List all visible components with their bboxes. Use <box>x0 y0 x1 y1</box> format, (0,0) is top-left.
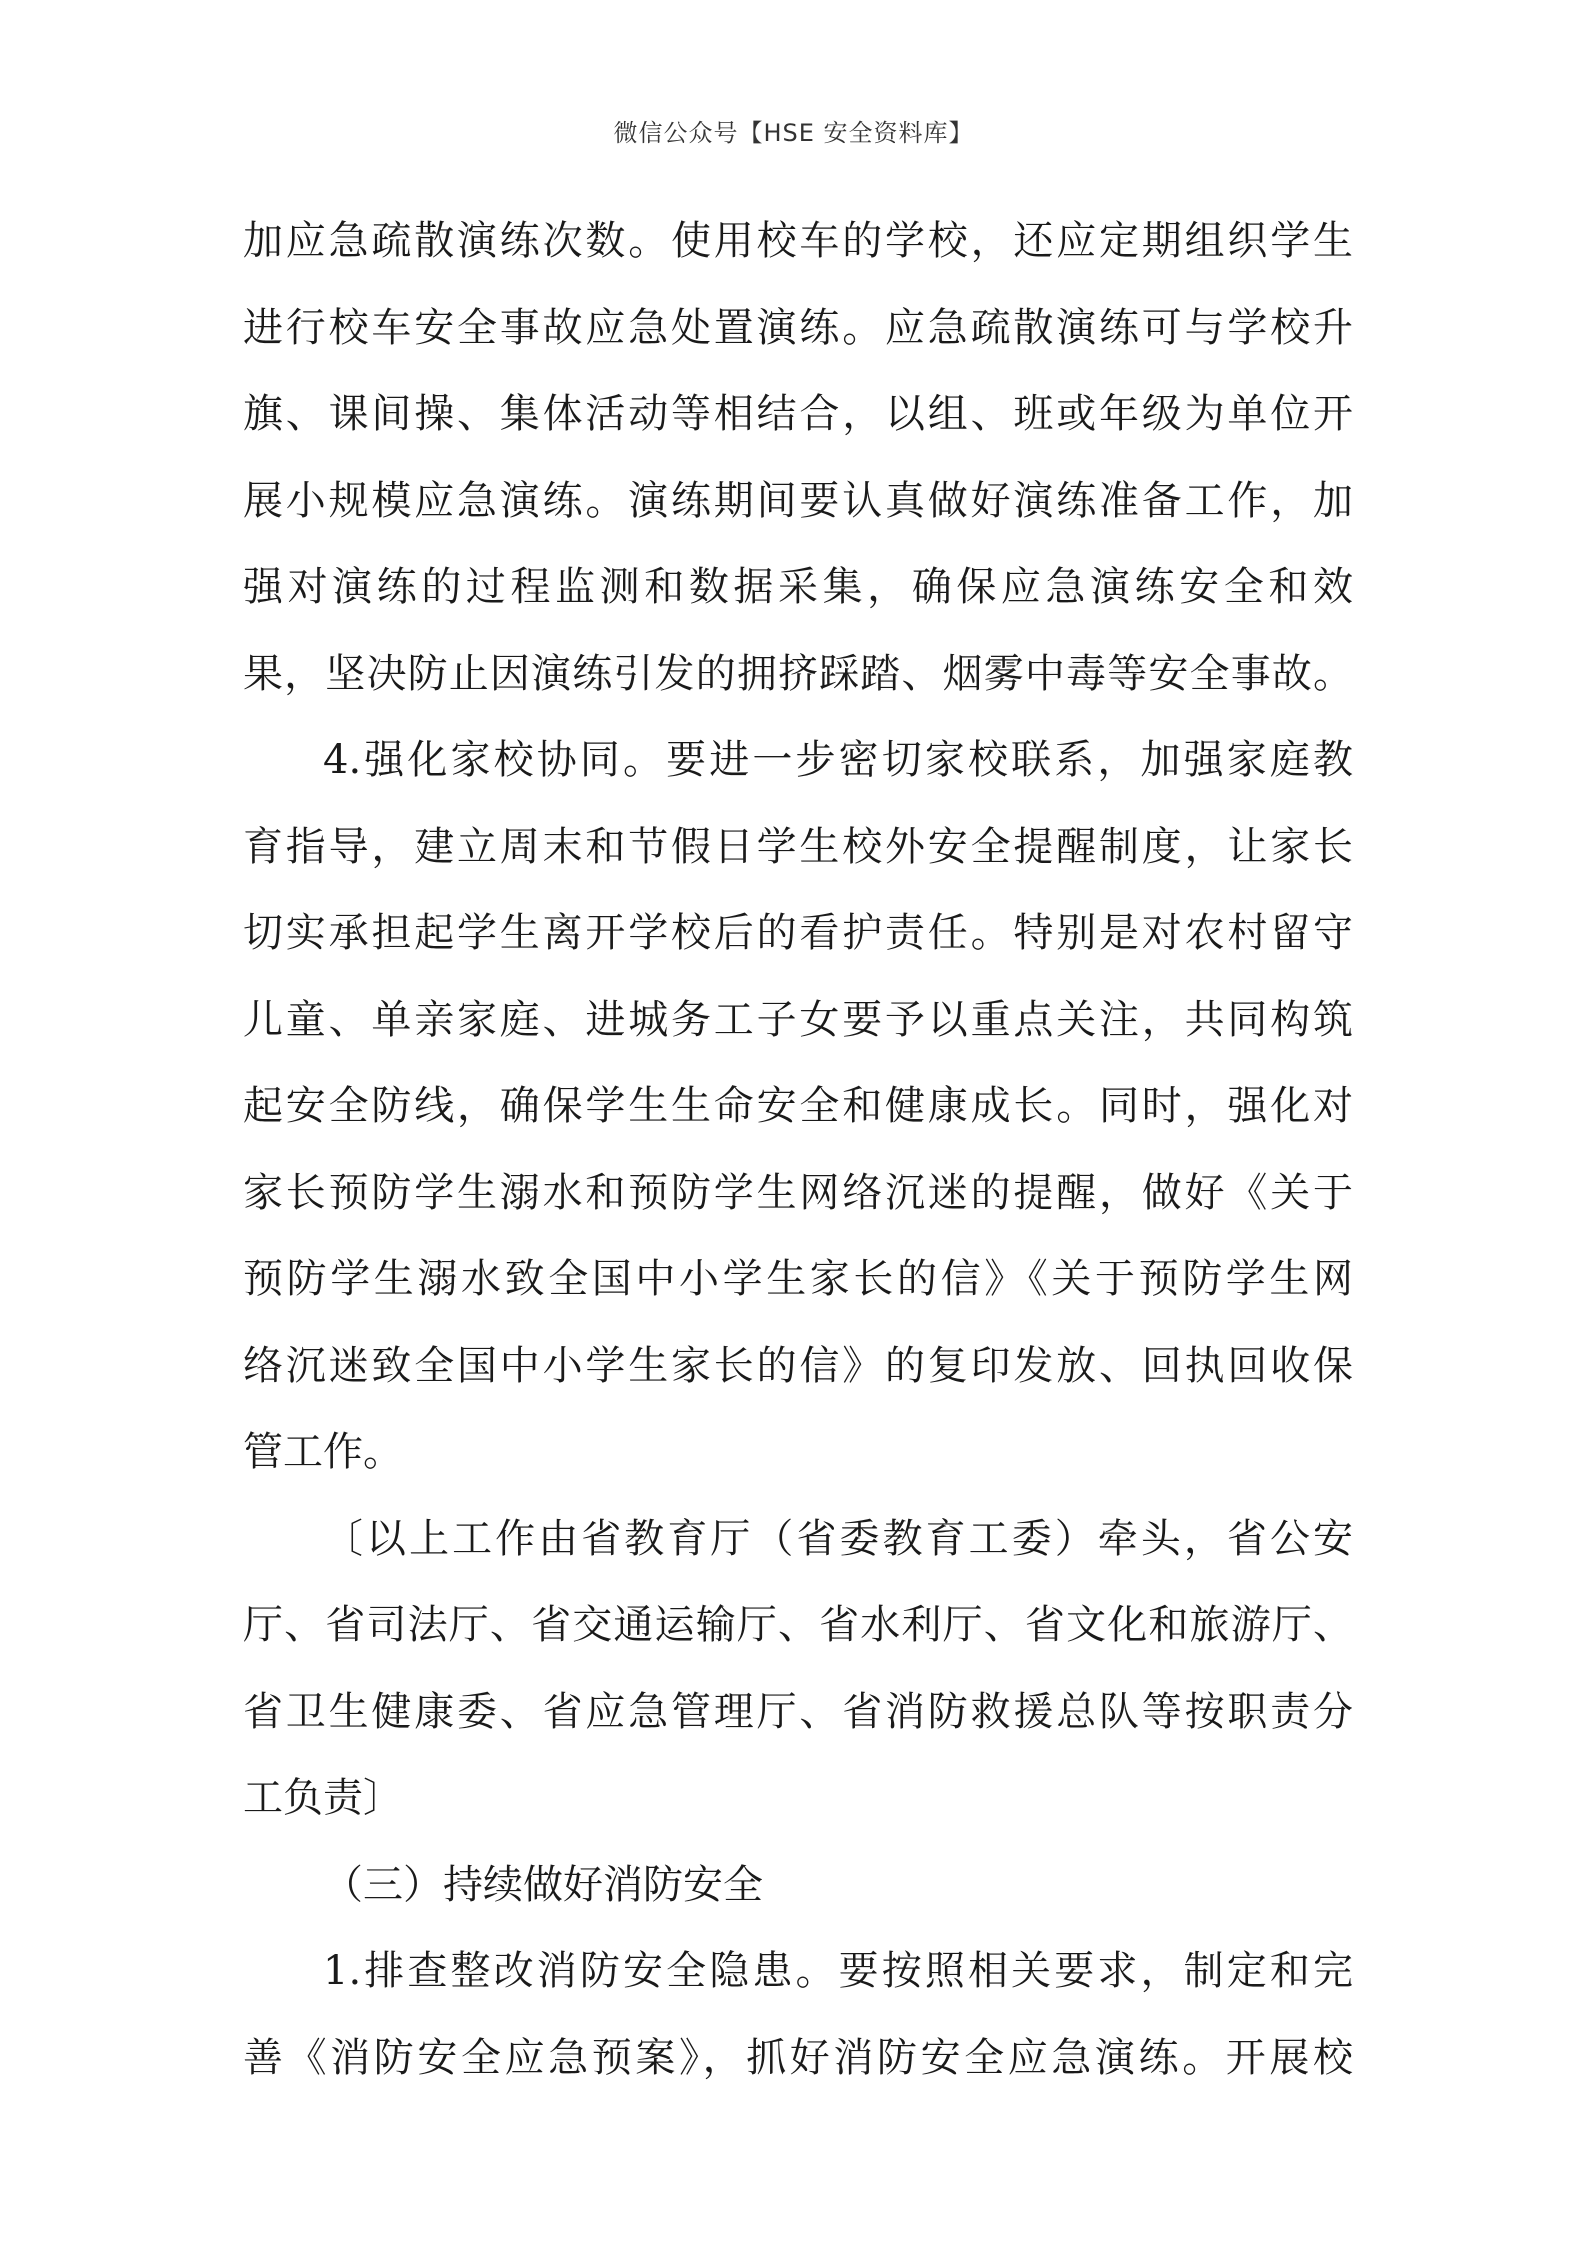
text-line: 1.排查整改消防安全隐患。要按照相关要求，制定和完 <box>323 1948 1353 1994</box>
text-line: 管工作。 <box>243 1429 403 1475</box>
text-line: 展小规模应急演练。演练期间要认真做好演练准备工作，加 <box>243 477 1353 524</box>
paragraph-drill-frequency <box>243 198 1353 717</box>
text-line: 4.强化家校协同。要进一步密切家校联系，加强家庭教 <box>323 737 1353 783</box>
paragraph-fire-hazard-inspection <box>243 1928 1353 2101</box>
paragraph-home-school-cooperation <box>243 717 1353 1496</box>
text-line: 育指导，建立周末和节假日学生校外安全提醒制度，让家长 <box>243 823 1353 870</box>
text-line: 起安全防线，确保学生生命安全和健康成长。同时，强化对 <box>243 1083 1353 1129</box>
text-line: 进行校车安全事故应急处置演练。应急疏散演练可与学校升 <box>243 304 1353 351</box>
text-line: 旗、课间操、集体活动等相结合，以组、班或年级为单位开 <box>243 391 1353 437</box>
text-line: 厅、省司法厅、省交通运输厅、省水利厅、省文化和旅游厅、 <box>243 1602 1353 1648</box>
page-header: 微信公众号【HSE 安全资料库】 <box>613 119 974 147</box>
text-line: 络沉迷致全国中小学生家长的信》的复印发放、回执回收保 <box>243 1342 1353 1389</box>
text-line: 省卫生健康委、省应急管理厅、省消防救援总队等按职责分 <box>243 1688 1353 1735</box>
text-line: 果，坚决防止因演练引发的拥挤踩踏、烟雾中毒等安全事故。 <box>243 650 1353 697</box>
text-line: 工负责〕 <box>243 1775 403 1821</box>
text-line: （三）持续做好消防安全 <box>323 1861 763 1908</box>
text-line: 预防学生溺水致全国中小学生家长的信》《关于预防学生网 <box>243 1256 1353 1302</box>
text-line: 儿童、单亲家庭、进城务工子女要予以重点关注，共同构筑 <box>243 996 1353 1043</box>
text-line: 善《消防安全应急预案》，抓好消防安全应急演练。开展校 <box>243 2034 1353 2081</box>
text-line: 家长预防学生溺水和预防学生网络沉迷的提醒，做好《关于 <box>243 1169 1353 1216</box>
text-line: 加应急疏散演练次数。使用校车的学校，还应定期组织学生 <box>243 218 1353 264</box>
document-body <box>243 198 1353 2101</box>
section-heading-fire-safety <box>243 1842 1353 1929</box>
paragraph-responsibility-note <box>243 1496 1353 1842</box>
text-line: 强对演练的过程监测和数据采集，确保应急演练安全和效 <box>243 564 1353 610</box>
text-line: 切实承担起学生离开学校后的看护责任。特别是对农村留守 <box>243 910 1353 956</box>
text-line: 〔以上工作由省教育厅（省委教育工委）牵头，省公安 <box>323 1515 1353 1562</box>
